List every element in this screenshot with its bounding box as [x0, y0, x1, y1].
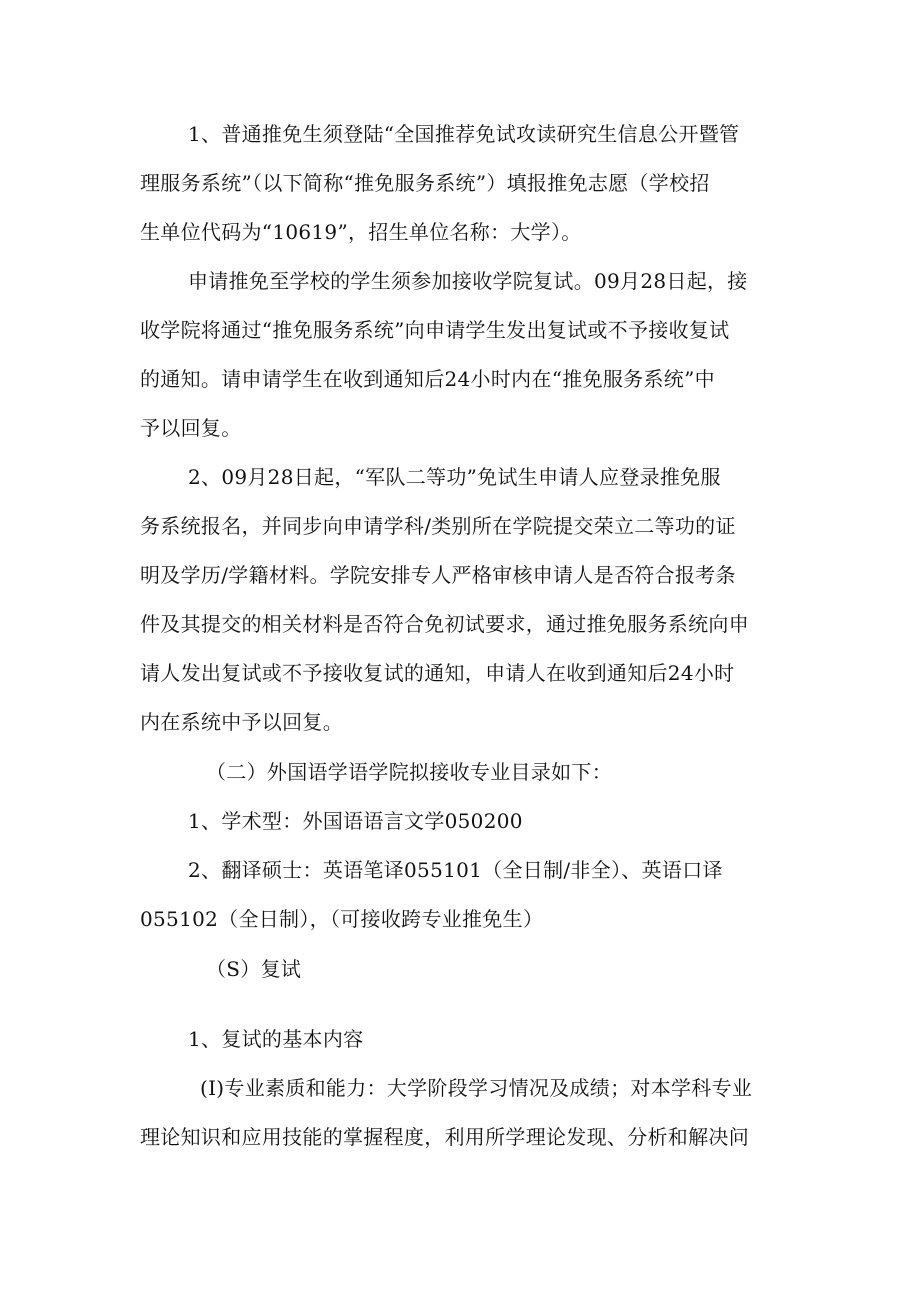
paragraph-line: 1、学术型：外国语语言文学050200 — [188, 809, 523, 833]
paragraph-line: 收学院将通过“推免服务系统”向申请学生发出复试或不予接收复试 — [140, 318, 730, 342]
paragraph-line: 生单位代码为“10619”，招生单位名称：大学）。 — [140, 220, 582, 244]
paragraph-line: (I)专业素质和能力：大学阶段学习情况及成绩；对本学科专业 — [200, 1076, 753, 1100]
paragraph-line: 1、普通推免生须登陆“全国推荐免试攻读研究生信息公开暨管 — [188, 122, 740, 146]
section-heading: （S）复试 — [206, 957, 302, 981]
paragraph-line: 申请推免至学校的学生须参加接收学院复试。09月28日起，接 — [188, 269, 748, 293]
paragraph-line: 055102（全日制），（可接收跨专业推免生） — [140, 907, 544, 931]
paragraph-line: 请人发出复试或不予接收复试的通知，申请人在收到通知后24小时 — [140, 661, 735, 685]
paragraph-line: 件及其提交的相关材料是否符合免初试要求，通过推免服务系统向申 — [140, 612, 749, 636]
paragraph-line: 2、翻译硕士：英语笔译055101（全日制/非全）、英语口译 — [188, 858, 723, 882]
paragraph-line: 内在系统中予以回复。 — [140, 710, 343, 734]
paragraph-line: 理论知识和应用技能的掌握程度，利用所学理论发现、分析和解决问 — [140, 1125, 749, 1149]
paragraph-line: 理服务系统”（以下简称“推免服务系统”）填报推免志愿（学校招 — [140, 171, 710, 195]
paragraph-line: 务系统报名，并同步向申请学科/类别所在学院提交荣立二等功的证 — [140, 514, 736, 538]
section-heading: （二）外国语学语学院拟接收专业目录如下： — [206, 760, 612, 784]
paragraph-line: 2、09月28日起，“军队二等功”免试生申请人应登录推免服 — [188, 465, 721, 489]
subsection-heading: 1、复试的基本内容 — [188, 1027, 364, 1051]
paragraph-line: 的通知。请申请学生在收到通知后24小时内在“推免服务系统”中 — [140, 367, 715, 391]
paragraph-line: 予以回复。 — [140, 416, 242, 440]
paragraph-line: 明及学历/学籍材料。学院安排专人严格审核申请人是否符合报考条 — [140, 563, 736, 587]
